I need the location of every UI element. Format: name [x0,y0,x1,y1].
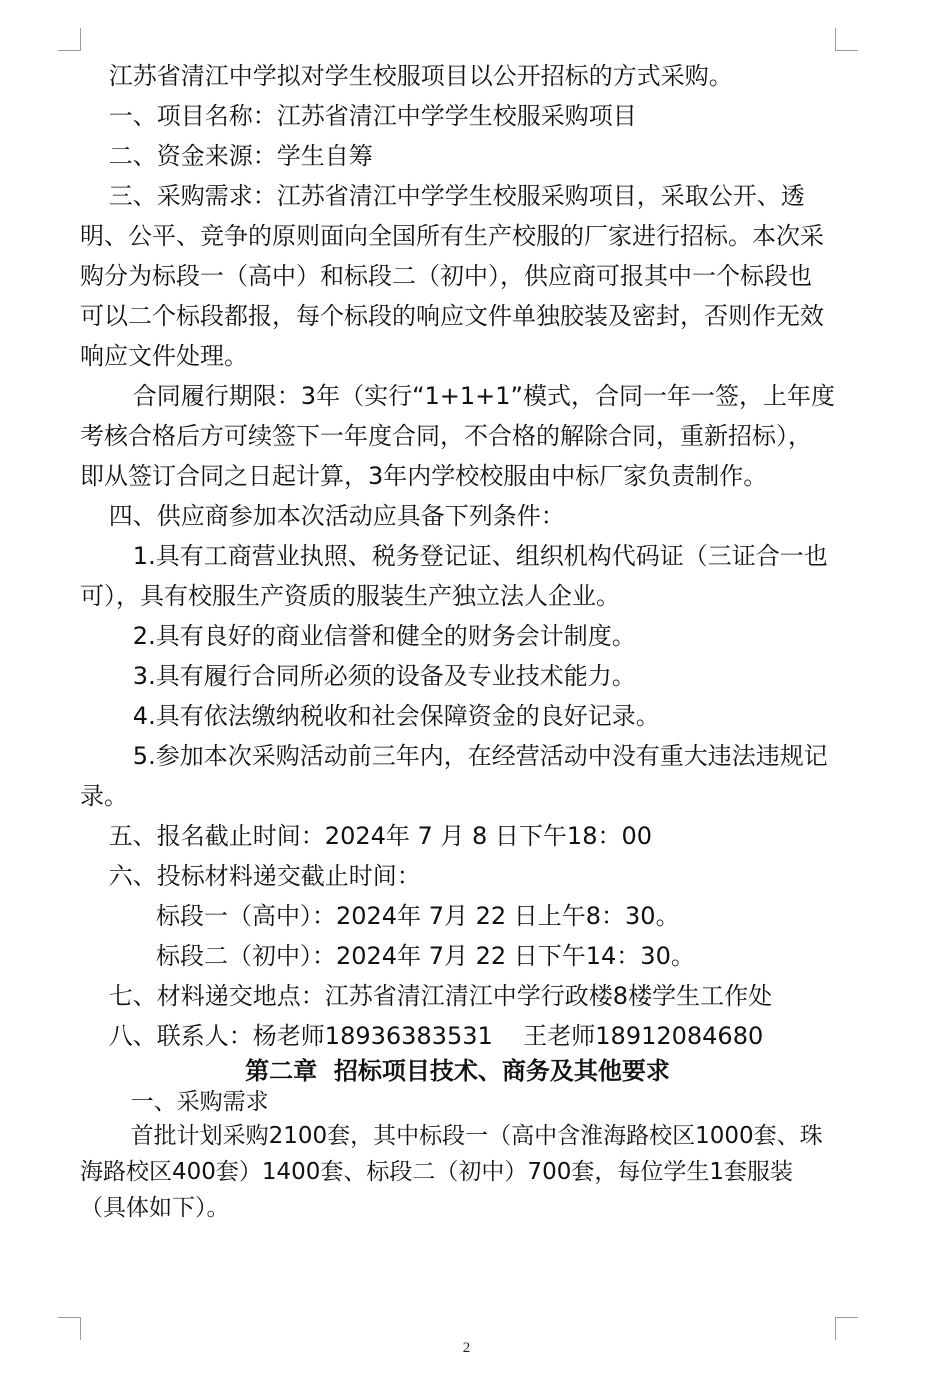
supplier-conditions-heading: 四、供应商参加本次活动应具备下列条件： [108,502,565,530]
lot1-deadline-line: 标段一（高中）：2024年 7月 22 日上午8：30。 [156,902,680,930]
document-body [80,56,835,1226]
condition-item-5: 5.参加本次采购活动前三年内，在经营活动中没有重大违法违规记录。 [80,742,828,810]
submission-deadline-heading: 六、投标材料递交截止时间： [108,862,421,890]
first-batch-paragraph: 首批计划采购2100套，其中标段一（高中含淮海路校区1000套、珠海路校区400套）1400套、标段二（初中）700套，每位学生1套服装（具体如下）。 [80,1123,823,1221]
page-corner-mark-bottom-left [58,1317,81,1340]
contract-term-paragraph: 合同履行期限：3年（实行“1+1+1”模式，合同一年一签，上年度考核合格后方可续签下一年度合同，不合格的解除合同，重新招标），即从签订合同之日起计算，3年内学校校服由中标厂家负责制作。 [80,382,835,490]
condition-item-2: 2.具有良好的商业信誉和健全的财务会计制度。 [132,622,636,650]
page-corner-mark-top-left [58,28,81,51]
page-number: 2 [462,1340,471,1356]
condition-item-4: 4.具有依法缴纳税收和社会保障资金的良好记录。 [132,702,660,730]
submission-location-paragraph: 七、材料递交地点：江苏省清江清江中学行政楼8楼学生工作处 [108,982,773,1010]
registration-deadline-paragraph: 五、报名截止时间：2024年 7 月 8 日下午18：00 [108,822,653,850]
intro-paragraph: 江苏省清江中学拟对学生校服项目以公开招标的方式采购。 [108,62,733,90]
page-corner-mark-top-right [835,28,858,51]
funding-source-paragraph: 二、资金来源：学生自筹 [108,142,373,170]
procurement-requirement-paragraph: 三、采购需求：江苏省清江中学学生校服采购项目，采取公开、透明、公平、竞争的原则面向全国所有生产校服的厂家进行招标。本次采购分为标段一（高中）和标段二（初中），供应商可报其中一个标段也可以二个标段都报，每个标段的响应文件单独胶装及密封，否则作无效响应文件处理。 [80,182,824,370]
project-name-paragraph: 一、项目名称：江苏省清江中学学生校服采购项目 [108,102,637,130]
condition-item-1: 1.具有工商营业执照、税务登记证、组织机构代码证（三证合一也可），具有校服生产资质的服装生产独立法人企业。 [80,542,828,610]
page-corner-mark-bottom-right [835,1317,858,1340]
lot2-deadline-line: 标段二（初中）：2024年 7月 22 日下午14：30。 [156,942,695,970]
section-heading-procurement: 一、采购需求 [130,1089,269,1115]
condition-item-3: 3.具有履行合同所必须的设备及专业技术能力。 [132,662,636,690]
contact-paragraph: 八、联系人：杨老师18936383531 王老师18912084680 [108,1022,764,1050]
chapter-title: 第二章 招标项目技术、商务及其他要求 [245,1057,670,1085]
